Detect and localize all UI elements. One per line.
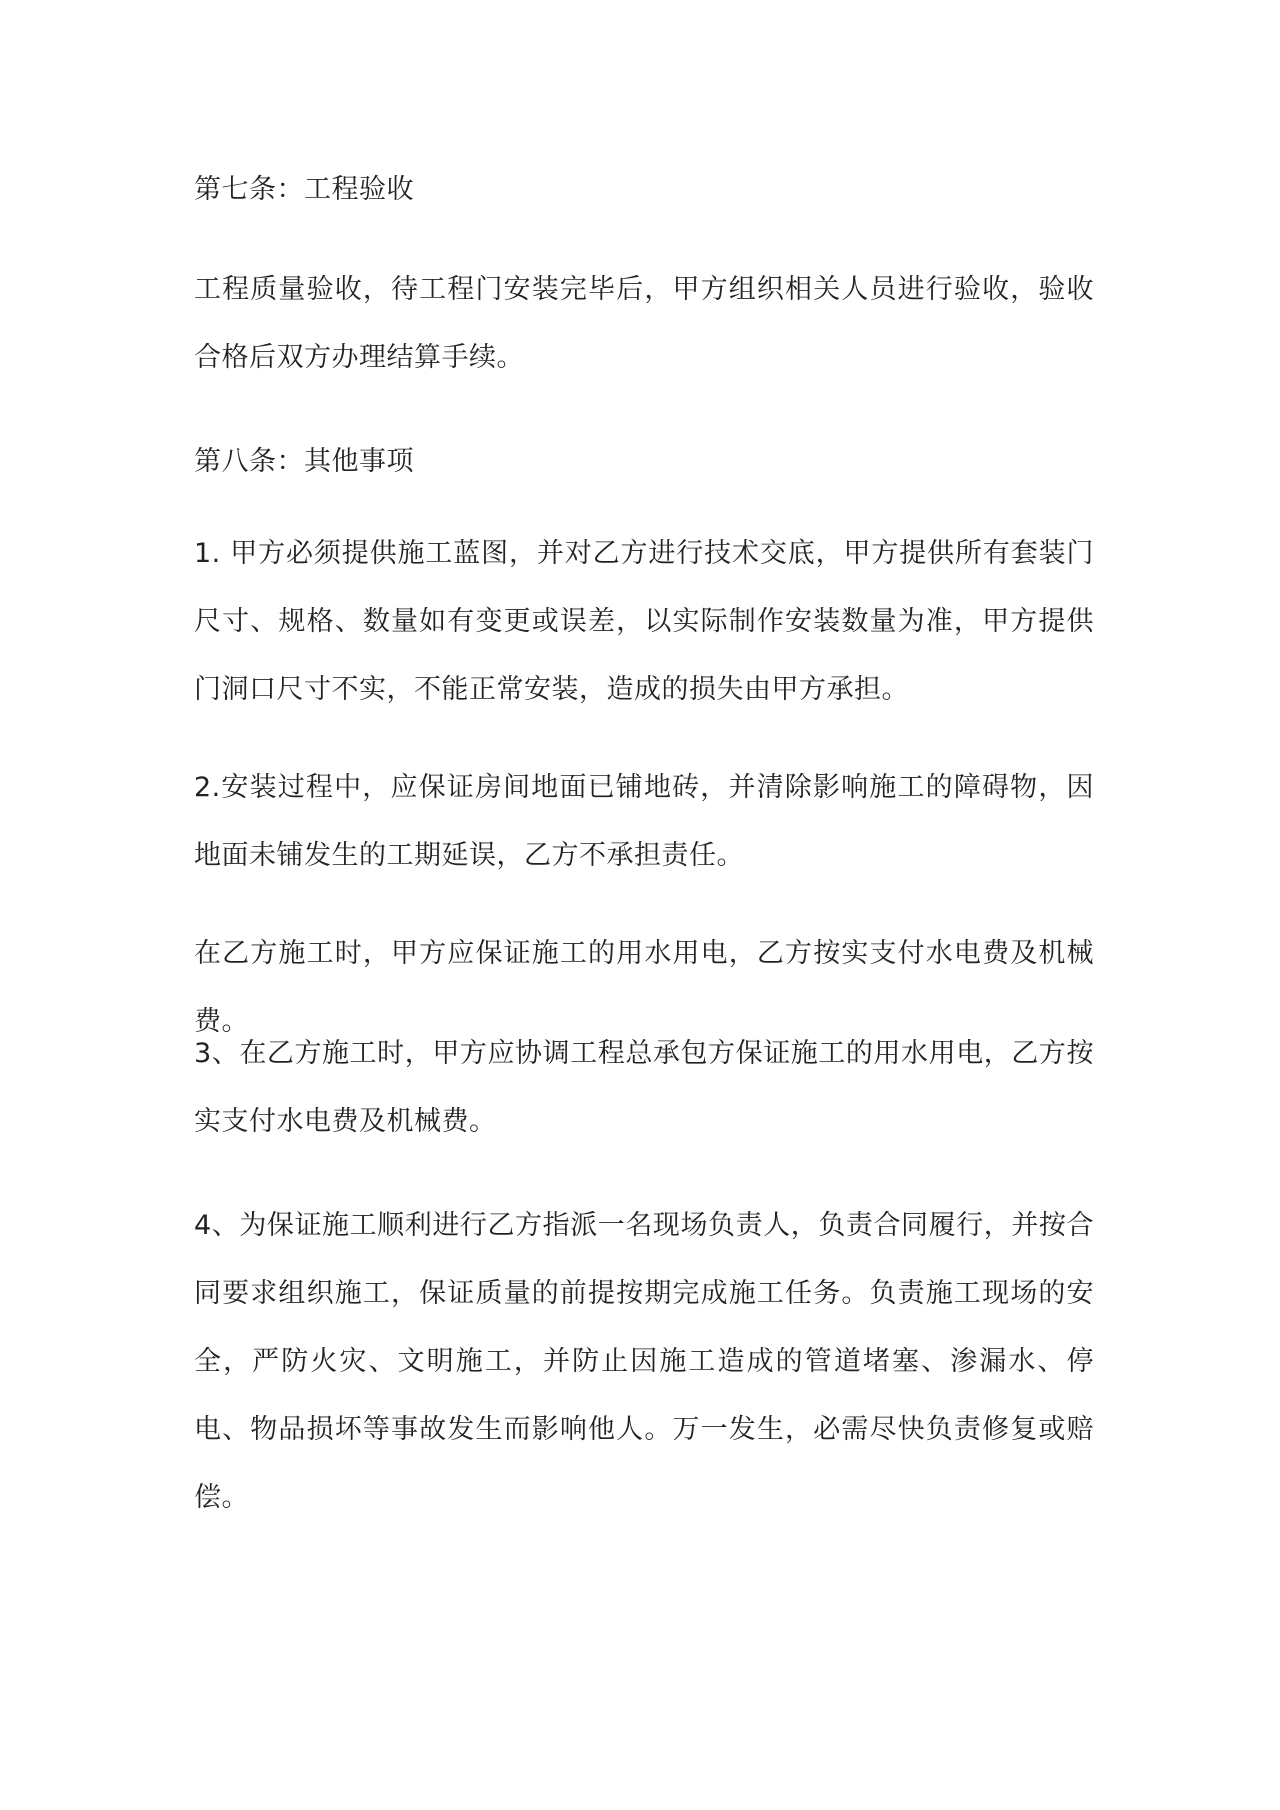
paragraph-item-1: 1. 甲方必须提供施工蓝图，并对乙方进行技术交底，甲方提供所有套装门尺寸、规格、数量如有变更或误差，以实际制作安装数量为准，甲方提供门洞口尺寸不实，不能正常安装，造成的损失由甲方承担。 [194, 538, 1094, 705]
paragraph-item-4: 4、为保证施工顺利进行乙方指派一名现场负责人，负责合同履行，并按合同要求组织施工，保证质量的前提按期完成施工任务。负责施工现场的安全，严防火灾、文明施工，并防止因施工造成的管道堵塞、渗漏水、停电、物品损坏等事故发生而影响他人。万一发生，必需尽快负责修复或赔偿。 [194, 1210, 1094, 1513]
paragraph-acceptance: 工程质量验收，待工程门安装完毕后，甲方组织相关人员进行验收，验收合格后双方办理结算手续。 [194, 274, 1094, 373]
paragraph-item-2: 2.安装过程中，应保证房间地面已铺地砖，并清除影响施工的障碍物，因地面未铺发生的工期延误，乙方不承担责任。 [194, 772, 1094, 871]
paragraph-item-3: 3、在乙方施工时，甲方应协调工程总承包方保证施工的用水用电，乙方按实支付水电费及机械费。 [194, 1038, 1094, 1137]
section-heading-article-7: 第七条：工程验收 [194, 174, 414, 205]
paragraph-utilities: 在乙方施工时，甲方应保证施工的用水用电，乙方按实支付水电费及机械费。 [194, 938, 1094, 1037]
section-heading-article-8: 第八条：其他事项 [194, 446, 414, 477]
